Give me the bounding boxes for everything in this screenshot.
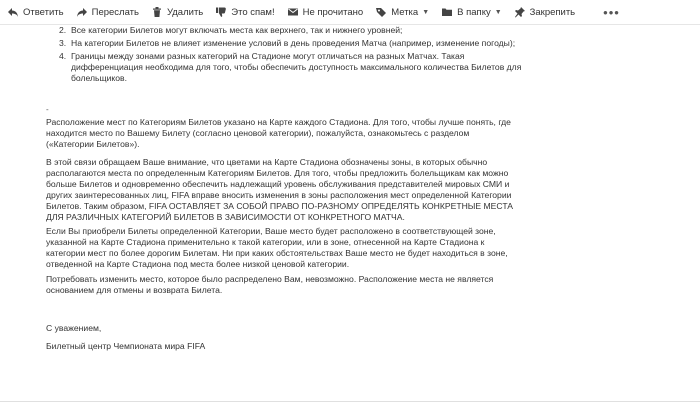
folder-label: В папку [457, 6, 491, 18]
list-item-text: Границы между зонами разных категорий на Стадионе могут отличаться на разных Матчах. Такая дифференциация необходима для того, чтобы обеспечить доступность максимального количества Билетов для болельщиков. [71, 51, 522, 83]
forward-button[interactable] [73, 2, 143, 22]
separator-dash: - [46, 105, 49, 114]
ticket-rules-list [59, 25, 529, 84]
pin-label: Закрепить [529, 6, 576, 18]
message-toolbar [0, 0, 700, 25]
spam-button[interactable] [212, 2, 278, 22]
list-item [59, 51, 529, 84]
chevron-down-icon: ▼ [494, 8, 502, 16]
delete-label: Удалить [166, 6, 204, 18]
signature: Билетный центр Чемпионата мира FIFA [46, 341, 206, 351]
reply-button[interactable] [4, 2, 68, 22]
list-item [59, 38, 529, 49]
email-body [0, 25, 700, 405]
delete-button[interactable] [148, 2, 207, 22]
spam-label: Это спам! [231, 6, 275, 18]
greeting: С уважением, [46, 323, 102, 333]
forward-label: Переслать [91, 6, 139, 18]
paragraph-no-change: Потребовать изменить место, которое было распределено Вам, невозможно. Расположение места не является основанием для отмены и возврата Билета. [46, 274, 494, 295]
move-to-folder-dropdown[interactable] [438, 2, 506, 22]
list-item-number: 4. [59, 51, 67, 61]
paragraph-stadium-map: Расположение мест по Категориям Билетов указано на Карте каждого Стадиона. Для того, чтобы лучше понять, где находится место по Вашему Билету (согласно ценовой категории), пожалуйста, ознакомьтесь с разделом («Категории Билетов»). [46, 117, 511, 149]
paragraph-seat-category: Если Вы приобрели Билеты определенной Категории, Ваше место будет расположено в соответствующей зоне, указанной на Карте Стадиона применительно к такой категории, или в зоне, отнесенной на Карте Стадиона к категории мест по более дорогим Билетам. Ни при каких обстоятельствах Ваше место не будет находиться в зоне, отведенной на Карте Стадиона под места более низкой ценовой категории. [46, 226, 508, 269]
more-icon[interactable]: ••• [603, 4, 620, 20]
label-label: Метка [391, 6, 419, 18]
label-dropdown[interactable] [372, 2, 433, 22]
mark-unread-button[interactable] [284, 2, 368, 22]
unread-label: Не прочитано [302, 6, 364, 18]
reply-icon [7, 6, 19, 18]
reply-label: Ответить [23, 6, 64, 18]
list-item [59, 25, 529, 36]
folder-icon [441, 6, 453, 18]
pin-button[interactable] [511, 2, 580, 22]
trash-icon [151, 6, 163, 18]
tag-icon [375, 6, 387, 18]
pin-icon [514, 6, 526, 18]
list-item-text: Все категории Билетов могут включать места как верхнего, так и нижнего уровней; [71, 25, 403, 35]
chevron-down-icon: ▼ [422, 8, 430, 16]
list-item-number: 3. [59, 38, 67, 48]
list-item-text: На категории Билетов не влияет изменение условий в день проведения Матча (например, изменение погоды); [71, 38, 516, 48]
divider [0, 401, 700, 402]
envelope-icon [287, 6, 299, 18]
list-item-number: 2. [59, 25, 67, 35]
forward-icon [76, 6, 88, 18]
thumbs-down-icon [215, 6, 227, 18]
paragraph-zones-colors: В этой связи обращаем Ваше внимание, что цветами на Карте Стадиона обозначены зоны, в которых обычно располагаются места по определенным Категориям Билетов. Для того, чтобы предложить болельщикам как можно больше Билетов и одновременно обеспечить надлежащий уровень обслуживания представителей мировых СМИ и других заинтересованных лиц, FIFA вправе вносить изменения в зоны расположения мест определенной Категории Билетов. Таким образом, FIFA ОСТАВЛЯЕТ ЗА СОБОЙ ПРАВО ПО-РАЗНОМУ ОПРЕДЕЛЯТЬ КОНКРЕТНЫЕ МЕСТА ДЛЯ РАЗЛИЧНЫХ КАТЕГОРИЙ БИЛЕТОВ В ЗАВИСИМОСТИ ОТ КОНКРЕТНОГО МАТЧА. [46, 157, 514, 222]
